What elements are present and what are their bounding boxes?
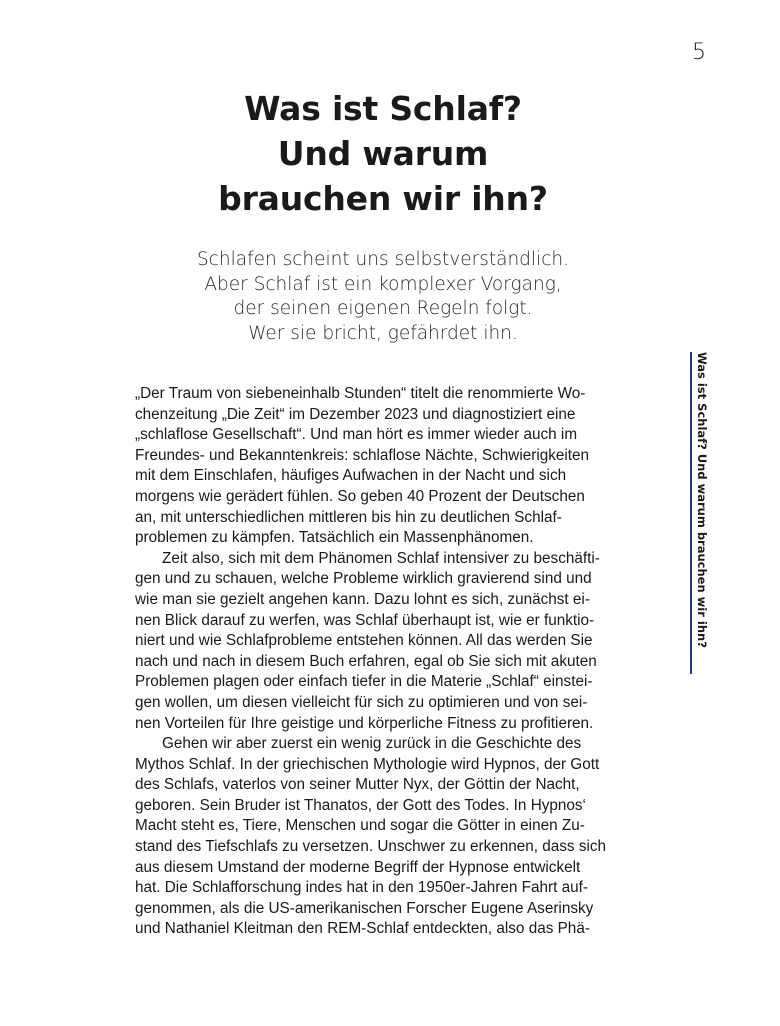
body-line: nach und nach in diesem Buch erfahren, egal ob Sie sich mit akuten [135,652,597,670]
body-line: „schlaflose Gesellschaft“. Und man hört es immer wieder auch im [135,426,578,444]
body-text [135,384,635,940]
body-line: geboren. Sein Bruder ist Thanatos, der Gott des Todes. In Hypnos‘ [135,796,586,814]
body-line: Problemen plagen oder einfach tiefer in die Materie „Schlaf“ einstei- [135,673,593,691]
body-line: Gehen wir aber zuerst ein wenig zurück in die Geschichte des [162,735,582,753]
body-line: genommen, als die US-amerikanischen Forscher Eugene Aserinsky [135,899,594,917]
body-line: Freundes- und Bekanntenkreis: schlaflose Nächte, Schwierigkeiten [135,446,590,464]
body-line: „Der Traum von siebeneinhalb Stunden“ titelt die renommierte Wo- [135,385,586,402]
body-line: Mythos Schlaf. In der griechischen Mythologie wird Hypnos, der Gott [135,755,600,773]
body-line: nen Vorteilen für Ihre geistige und körperliche Fitness zu profitieren. [135,714,594,732]
chapter-title-line: brauchen wir ihn? [218,179,548,218]
body-line: aus diesem Umstand der moderne Begriff der Hypnose entwickelt [135,858,581,876]
body-line: nen Blick darauf zu werfen, was Schlaf überhaupt ist, wie er funktio- [135,611,595,629]
body-line: chenzeitung „Die Zeit“ im Dezember 2023 und diagnostiziert eine [135,405,576,423]
body-line: gen und zu schauen, welche Probleme wirklich gravierend sind und [135,570,592,588]
lead-line: Schlafen scheint uns selbstverständlich. [197,249,569,270]
body-line: des Schlafs, vaterlos von seiner Mutter Nyx, der Göttin der Nacht, [135,776,580,794]
lead-line: Wer sie bricht, gefährdet ihn. [248,322,518,344]
chapter-title-line: Und warum [277,134,489,173]
running-header-label: Was ist Schlaf? Und warum brauchen wir ihn? [695,352,709,648]
body-line: niert und wie Schlafprobleme entstehen können. All das werden Sie [135,632,593,650]
body-line: Zeit also, sich mit dem Phänomen Schlaf intensiver zu beschäfti- [162,549,600,567]
body-line: hat. Die Schlafforschung indes hat in den 1950er-Jahren Fahrt auf- [135,879,588,897]
body-line: Macht steht es, Tiere, Menschen und sogar die Götter in einen Zu- [135,817,585,835]
lead-line: Aber Schlaf ist ein komplexer Vorgang, [204,273,562,295]
body-line: an, mit unterschiedlichen mittleren bis hin zu deutlichen Schlaf- [135,508,562,526]
body-line: wie man sie gezielt angehen kann. Dazu lohnt es sich, zunächst ei- [135,590,590,608]
body-line: morgens wie gerädert fühlen. So geben 40 Prozent der Deutschen [135,487,585,505]
body-line: stand des Tiefschlafs zu versetzen. Unschwer zu erkennen, dass sich [135,838,607,856]
chapter-title-line: Was ist Schlaf? [244,89,522,128]
chapter-title [0,86,766,221]
body-line: mit dem Einschlafen, häufiges Aufwachen in der Nacht und sich [135,467,567,485]
body-line: und Nathaniel Kleitman den REM-Schlaf entdeckten, also das Phä- [135,920,590,938]
lead-line: der seinen eigenen Regeln folgt. [233,298,533,319]
page-number: 5 [692,40,706,65]
body-line: gen wollen, um diesen vielleicht für sich zu optimieren und von sei- [135,693,588,711]
running-header-tab [690,352,714,674]
body-line: problemen zu kämpfen. Tatsächlich ein Massenphänomen. [135,529,534,547]
chapter-lead [0,248,766,346]
